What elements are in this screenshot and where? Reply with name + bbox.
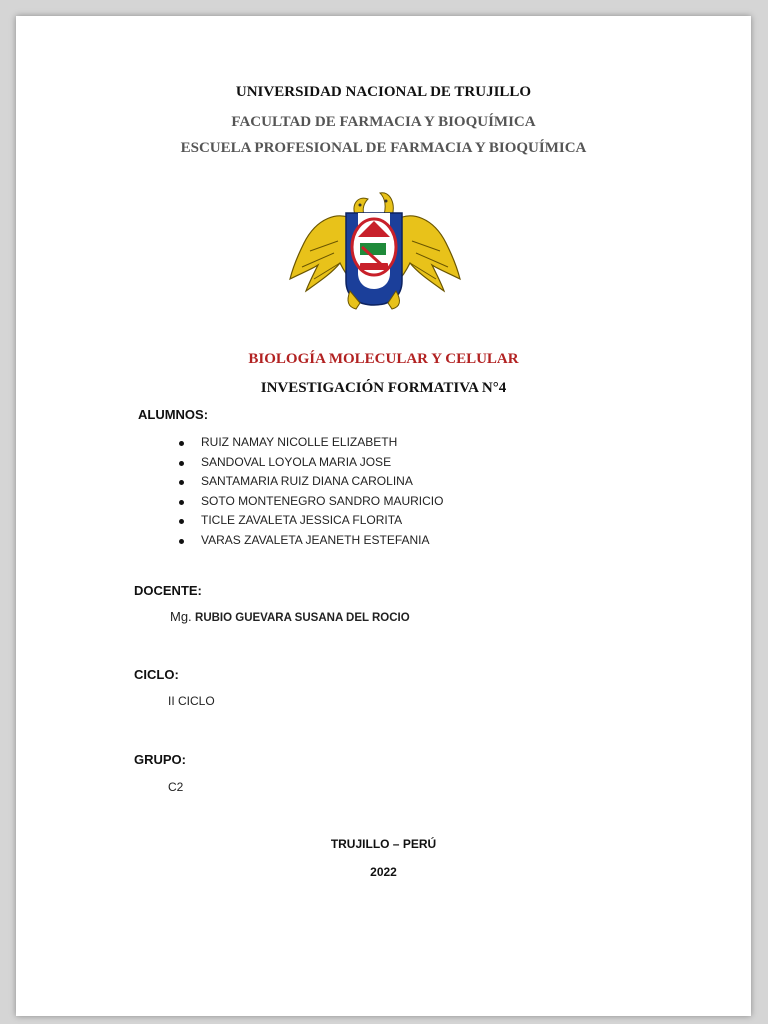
bullet-icon [179, 500, 184, 505]
teacher-label: DOCENTE: [134, 583, 202, 598]
year: 2022 [370, 865, 397, 879]
student-name: RUIZ NAMAY NICOLLE ELIZABETH [201, 435, 398, 449]
group-value: C2 [168, 780, 184, 794]
student-name: VARAS ZAVALETA JEANETH ESTEFANIA [201, 532, 430, 547]
faculty-name: FACULTAD DE FARMACIA Y BIOQUÍMICA [231, 114, 536, 130]
bullet-icon [179, 441, 184, 446]
university-crest-icon [286, 181, 461, 311]
bullet-icon [179, 480, 184, 485]
group-label: GRUPO: [134, 752, 186, 767]
student-name: TICLE ZAVALETA JESSICA FLORITA [201, 513, 403, 528]
course-title: BIOLOGÍA MOLECULAR Y CELULAR [248, 351, 519, 367]
students-list [176, 435, 443, 553]
bullet-icon [179, 519, 184, 524]
students-label: ALUMNOS: [138, 407, 209, 422]
student-name: SOTO MONTENEGRO SANDRO MAURICIO [201, 493, 444, 508]
teacher-value [170, 609, 410, 624]
bullet-icon [179, 461, 184, 466]
list-item [176, 533, 443, 553]
school-name: ESCUELA PROFESIONAL DE FARMACIA Y BIOQUÍMICA [180, 140, 587, 156]
city-country: TRUJILLO – PERÚ [330, 837, 437, 851]
document-page [16, 16, 751, 1016]
list-item [176, 474, 443, 494]
teacher-prefix: Mg. [170, 609, 192, 624]
university-name: UNIVERSIDAD NACIONAL DE TRUJILLO [235, 84, 532, 100]
teacher-name: RUBIO GUEVARA SUSANA DEL ROCIO [195, 612, 410, 624]
bullet-icon [179, 539, 184, 544]
cycle-label: CICLO: [134, 667, 179, 682]
list-item [176, 513, 443, 533]
student-name: SANDOVAL LOYOLA MARIA JOSE [201, 454, 392, 469]
student-name: SANTAMARIA RUIZ DIANA CAROLINA [201, 474, 413, 489]
list-item [176, 455, 443, 475]
list-item [176, 435, 443, 455]
assignment-title: INVESTIGACIÓN FORMATIVA N°4 [260, 380, 507, 396]
cycle-value: II CICLO [168, 694, 215, 708]
list-item [176, 494, 443, 514]
